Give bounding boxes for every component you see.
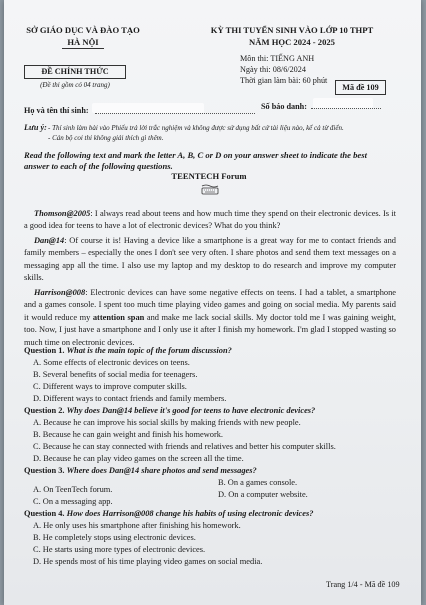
q4-option-d: D. He spends most of his time playing video games on social media. [33,557,263,566]
q4-option-b: B. He completely stops using electronic devices. [33,533,196,542]
candidate-id-field [311,108,381,109]
post-text: : Of course it is! Having a device like a smartphone is a great way for me to contact friends and family members – especially the ones I don't see very often. I share photos and send them text messages on a messaging app all the time. I also use my laptop and my desktop to do research and improve my computer skills. [24,236,396,283]
forum-post-dan [24,235,396,285]
duration: Thời gian làm bài: 60 phút [240,76,328,85]
notes-label: Lưu ý: [24,123,47,132]
q1-option-a: A. Some effects of electronic devices on teens. [33,358,190,367]
q4-option-c: C. He starts using more types of electronic devices. [33,545,206,554]
instruction-line-2: answer to each of the following questions. [24,161,173,171]
q1-option-c: C. Different ways to improve computer skills. [33,382,187,391]
exam-title: KỲ THI TUYỂN SINH VÀO LỚP 10 THPT [210,25,374,35]
keyboard-icon [200,183,220,201]
header-underline [62,48,104,49]
post-text: : I always read about teens and how much time they spend on their electronic devices. Is it a good idea for teens to have a lot of electronic devices? What do you think? [24,209,396,231]
city-name: HÀ NỘI [67,37,99,47]
exam-paper [4,0,421,605]
highlighted-phrase: attention span [92,312,145,322]
department-name: SỞ GIÁO DỤC VÀ ĐÀO TẠO [26,25,140,35]
post-author: Thomson@2005 [34,209,91,218]
question-1: Question 1. What is the main topic of the forum discussion? [24,346,232,355]
question-2: Question 2. Why does Dan@14 believe it's good for teens to have electronic devices? [24,406,316,415]
q3-option-b: B. On a games console. [218,478,298,487]
subject: Môn thi: TIẾNG ANH [240,54,315,63]
question-3: Question 3. Where does Dan@14 share photos and send messages? [24,466,257,475]
q2-option-d: D. Because he can play video games on the screen all the time. [33,454,244,463]
school-year: NĂM HỌC 2024 - 2025 [249,37,335,47]
q2-option-c: C. Because he can stay connected with friends and relatives and better his computer skills. [33,442,336,451]
official-label: ĐỀ CHÍNH THỨC [41,67,109,76]
notes-line-2: - Cán bộ coi thi không giải thích gì thêm. [48,134,164,142]
instruction-line-1: Read the following text and mark the letter A, B, C or D on your answer sheet to indicate the best [24,150,367,160]
question-4: Question 4. How does Harrison@008 change his habits of using electronic devices? [24,509,314,518]
forum-title: TEENTECH Forum [171,171,247,181]
q4-option-a: A. He only uses his smartphone after finishing his homework. [33,521,241,530]
notes-line-1: - Thí sinh làm bài vào Phiếu trả lời trắc nghiệm và không được sử dụng bất cứ tài liệu nào, kể cả từ điển. [48,124,344,132]
post-text: : Electronic devices can have some negative effects on teens. I had a tablet, a smartphone and a games console. I spent too much time playing video games and going on social media. My parents said it would reduce my [24,288,396,322]
q2-option-a: A. Because he can improve his social skills by making friends with new people. [33,418,301,427]
candidate-name-label: Họ và tên thí sinh: [24,106,89,115]
exam-code: Mã đề 109 [342,83,379,92]
pages-note: (Đề thi gồm có 04 trang) [40,81,110,89]
forum-post-thomson [24,208,396,233]
q3-option-c: C. On a messaging app. [33,497,113,506]
candidate-id-label: Số báo danh: [261,102,307,111]
q3-option-d: D. On a computer website. [218,490,308,499]
q1-option-b: B. Several benefits of social media for teenagers. [33,370,198,379]
post-author: Dan@14 [34,236,65,245]
forum-post-harrison [24,287,396,349]
candidate-name-field [95,113,255,114]
q2-option-b: B. Because he can gain weight and finish his homework. [33,430,224,439]
q1-option-d: D. Different ways to contact friends and family members. [33,394,227,403]
exam-date: Ngày thi: 08/6/2024 [240,65,306,74]
post-text: and make me lack social skills. My doctor told me I was gaining weight, too. Now, I just have a smartphone and I only use it after I finish my homework. I'm glad I stopped wasting so much time on electronic devices. [24,312,396,347]
post-author: Harrison@008 [34,288,86,297]
redacted-id [313,98,373,108]
redacted-name [92,103,204,113]
page-footer: Trang 1/4 - Mã đề 109 [326,580,400,589]
q3-option-a: A. On TeenTech forum. [33,485,113,494]
